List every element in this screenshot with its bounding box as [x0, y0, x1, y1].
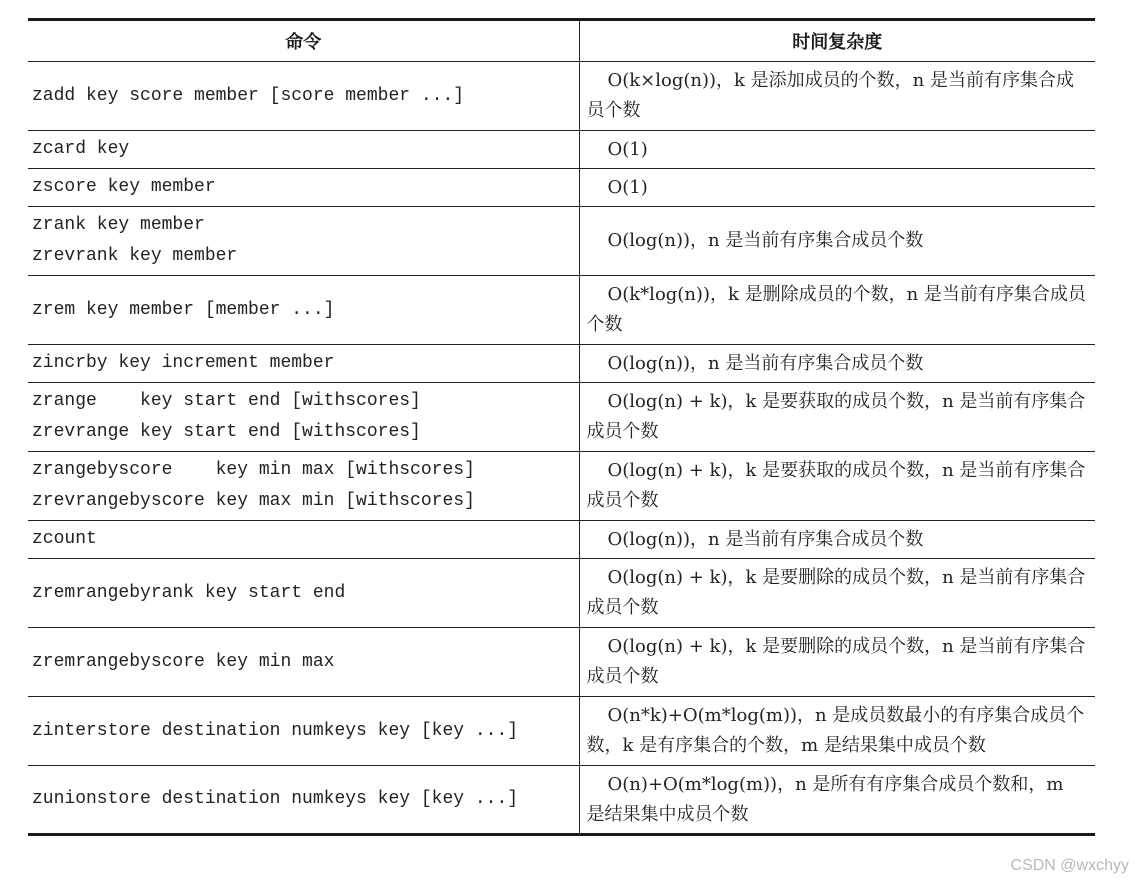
table-row — [28, 207, 1095, 276]
command-line: zremrangebyrank key start end — [32, 582, 346, 603]
complexity-cell — [579, 345, 1095, 383]
command-line: zrevrange key start end [withscores] — [32, 422, 421, 442]
complexity-cell — [579, 628, 1095, 697]
command-cell — [28, 207, 579, 276]
complexity-cell — [579, 521, 1095, 559]
table-row — [28, 521, 1095, 559]
complexity-text: O(k*log(n))，k 是删除成员的个数，n 是当前有序集合成员个数 — [586, 284, 1086, 335]
complexity-cell — [579, 207, 1095, 276]
complexity-text: O(log(n))，n 是当前有序集合成员个数 — [607, 528, 924, 550]
table-row — [28, 452, 1095, 521]
complexity-text: O(log(n))，n 是当前有序集合成员个数 — [607, 352, 924, 374]
command-cell — [28, 383, 579, 452]
complexity-text: O(n)+O(m*log(m))，n 是所有有序集合成员个数和，m 是结果集中成员个数 — [586, 773, 1064, 825]
command-cell — [28, 276, 579, 345]
complexity-text: O(n*k)+O(m*log(m))，n 是成员数最小的有序集合成员个数，k 是有序集合的个数，m 是结果集中成员个数 — [586, 705, 1085, 756]
command-cell — [28, 766, 579, 835]
header-row — [28, 20, 1095, 62]
header-command: 命令 — [28, 20, 579, 62]
complexity-text: O(k×log(n))，k 是添加成员的个数，n 是当前有序集合成员个数 — [586, 70, 1074, 121]
table-row — [28, 169, 1095, 207]
command-cell — [28, 559, 579, 628]
command-line: zscore key member — [32, 177, 216, 197]
complexity-table — [28, 18, 1095, 836]
complexity-cell — [579, 62, 1095, 131]
complexity-text: O(log(n) + k)，k 是要获取的成员个数，n 是当前有序集合成员个数 — [586, 460, 1086, 511]
complexity-cell — [579, 697, 1095, 766]
table-row — [28, 62, 1095, 131]
table-row — [28, 131, 1095, 169]
command-line: zrevrangebyscore key max min [withscores] — [32, 491, 475, 511]
complexity-cell — [579, 169, 1095, 207]
complexity-text: O(log(n))，n 是当前有序集合成员个数 — [607, 230, 924, 251]
command-line: zadd key score member [score member ...] — [32, 85, 465, 106]
command-cell — [28, 628, 579, 697]
complexity-cell — [579, 452, 1095, 521]
command-line: zrange key start end [withscores] — [32, 391, 421, 411]
command-line: zrevrank key member — [32, 246, 238, 266]
complexity-cell — [579, 276, 1095, 345]
command-cell — [28, 62, 579, 131]
command-line: zunionstore destination numkeys key [key ...] — [32, 789, 519, 809]
command-line: zrank key member — [32, 215, 205, 235]
complexity-text: O(log(n) + k)，k 是要获取的成员个数，n 是当前有序集合成员个数 — [586, 391, 1086, 442]
complexity-cell — [579, 383, 1095, 452]
command-line: zremrangebyscore key min max — [32, 651, 335, 672]
command-cell — [28, 697, 579, 766]
table-row — [28, 559, 1095, 628]
command-line: zcard key — [32, 139, 130, 159]
complexity-text: O(1) — [607, 176, 648, 198]
command-line: zrangebyscore key min max [withscores] — [32, 460, 475, 480]
command-cell — [28, 131, 579, 169]
command-cell — [28, 452, 579, 521]
complexity-cell — [579, 559, 1095, 628]
command-cell — [28, 345, 579, 383]
command-line: zrem key member [member ...] — [32, 299, 335, 320]
watermark: CSDN @wxchyy — [1010, 857, 1129, 874]
header-complexity: 时间复杂度 — [579, 20, 1095, 62]
command-cell — [28, 169, 579, 207]
table-row — [28, 697, 1095, 766]
table-row — [28, 628, 1095, 697]
complexity-text: O(1) — [607, 138, 648, 160]
command-cell — [28, 521, 579, 559]
complexity-text: O(log(n) + k)，k 是要删除的成员个数，n 是当前有序集合成员个数 — [586, 636, 1086, 687]
command-line: zcount — [32, 529, 97, 549]
command-line: zinterstore destination numkeys key [key ...] — [32, 720, 519, 741]
table-row — [28, 276, 1095, 345]
complexity-cell — [579, 766, 1095, 835]
command-line: zincrby key increment member — [32, 353, 335, 373]
table-row — [28, 766, 1095, 835]
complexity-cell — [579, 131, 1095, 169]
complexity-text: O(log(n) + k)，k 是要删除的成员个数，n 是当前有序集合成员个数 — [586, 567, 1086, 618]
table-row — [28, 345, 1095, 383]
table-row — [28, 383, 1095, 452]
